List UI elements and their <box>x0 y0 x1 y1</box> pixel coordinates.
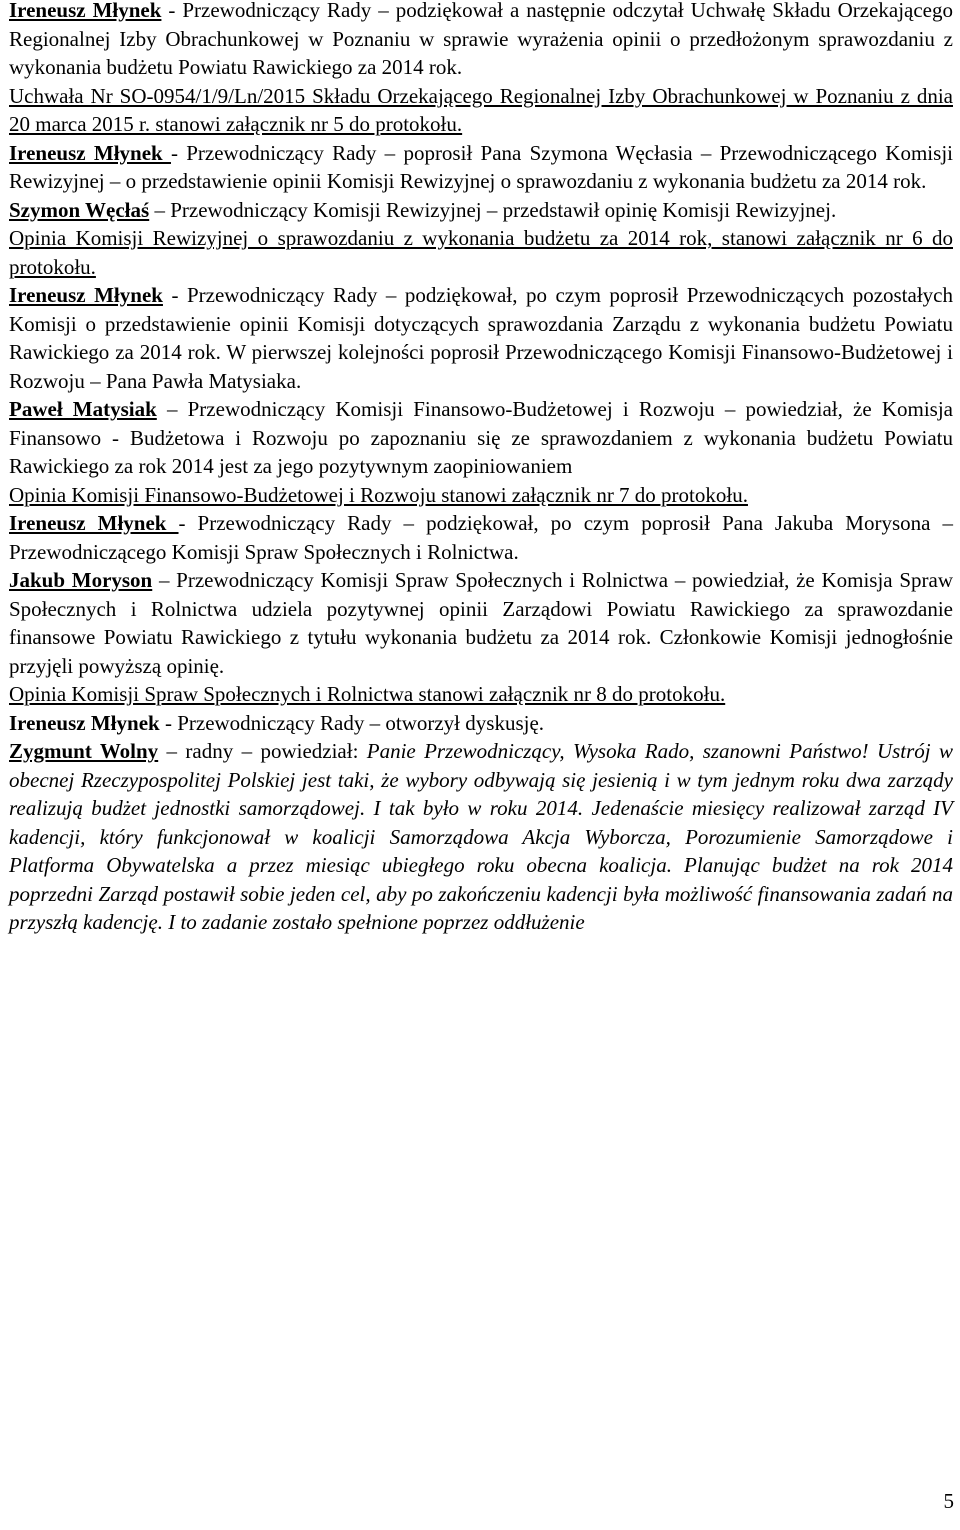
attachment-note: Opinia Komisji Finansowo-Budżetowej i Rozwoju stanowi załącznik nr 7 do protokołu. <box>9 482 748 507</box>
paragraph-wecłaś-presents <box>9 196 953 225</box>
paragraph-chairman-asks-moryson <box>9 509 953 566</box>
speaker-name: Paweł Matysiak <box>9 397 157 421</box>
paragraph-chairman-asks-committees <box>9 281 953 395</box>
paragraph-matysiak-opinion <box>9 395 953 481</box>
paragraph-chairman-asks-wecłaś <box>9 139 953 196</box>
speaker-name: Zygmunt Wolny <box>9 739 159 763</box>
attachment-note: Opinia Komisji Spraw Społecznych i Rolnictwa stanowi załącznik nr 8 do protokołu. <box>9 682 726 706</box>
document-page <box>9 0 953 937</box>
quoted-speech: Panie Przewodniczący, Wysoka Rado, szanowni Państwo! Ustrój w obecnej Rzeczypospolitej Polskiej jest taki, że wybory odbywają się jesienią i w tym jednym roku dwa zarządy realizują budżet jednostki samorządowej. I tak było w roku 2014. Jedenaście miesięcy realizował zarząd IV kadencji, który funkcjonował w koalicji Samorządowa Akcja Wyborcza, Porozumienie Samorządowe i Platforma Obywatelska a przez miesiąc ubiegłego roku obecna koalicja. Planując budżet na rok 2014 poprzedni Zarząd postawił sobie jeden cel, aby po zakończeniu kadencji była możliwość finansowania zadań na przyszłą kadencję. I to zadanie zostało spełnione poprzez oddłużenie <box>9 739 953 934</box>
speaker-name: Szymon Węcłaś <box>9 197 150 222</box>
attachment-note: Opinia Komisji Rewizyjnej o sprawozdaniu z wykonania budżetu za 2014 rok, stanowi załącznik nr 6 do protokołu. <box>9 226 953 279</box>
paragraph-wolny-speech <box>9 737 953 937</box>
paragraph-text: - Przewodniczący Rady – otworzył dyskusję. <box>159 710 545 735</box>
speaker-name: Ireneusz Młynek <box>9 140 171 165</box>
paragraph-audit-opinion-attachment <box>9 224 953 281</box>
attachment-note: Uchwała Nr SO-0954/1/9/Ln/2015 Składu Orzekającego Regionalnej Izby Obrachunkowej w Poznaniu z dnia 20 marca 2015 r. stanowi załącznik nr 5 do protokołu. <box>9 83 953 136</box>
paragraph-finance-opinion-attachment <box>9 481 953 510</box>
paragraph-text: - Przewodniczący Rady – podziękował a następnie odczytał Uchwałę Składu Orzekającego Regionalnej Izby Obrachunkowej w Poznaniu w sprawie wyrażenia opinii o przedłożonym sprawozdaniu z wykonania budżetu Powiatu Rawickiego za 2014 rok. <box>9 0 953 79</box>
speaker-name: Ireneusz Młynek <box>9 283 163 307</box>
paragraph-text: - Przewodniczący Rady – poprosił Pana Szymona Węcłasia – Przewodniczącego Komisji Rewizyjnej – o przedstawienie opinii Komisji Rewizyjnej o sprawozdaniu z wykonania budżetu za 2014 rok. <box>9 140 953 193</box>
paragraph-text: – Przewodniczący Komisji Rewizyjnej – przedstawił opinię Komisji Rewizyjnej. <box>149 197 837 222</box>
paragraph-text: - Przewodniczący Rady – podziękował, po czym poprosił Przewodniczących pozostałych Komisji o przedstawienie opinii Komisji dotyczących sprawozdania Zarządu z wykonania budżetu Powiatu Rawickiego za 2014 rok. W pierwszej kolejności poprosił Przewodniczącego Komisji Finansowo-Budżetowej i Rozwoju – Pana Pawła Matysiaka. <box>9 283 953 393</box>
paragraph-text: – radny – powiedział: <box>158 739 367 763</box>
paragraph-moryson-opinion <box>9 566 953 680</box>
paragraph-social-opinion-attachment <box>9 680 953 709</box>
paragraph-chairman-reads-resolution <box>9 0 953 82</box>
paragraph-text: - Przewodniczący Rady – podziękował, po czym poprosił Pana Jakuba Morysona – Przewodniczącego Komisji Spraw Społecznych i Rolnictwa. <box>9 511 953 564</box>
paragraph-chairman-opens-discussion <box>9 709 953 738</box>
speaker-name: Ireneusz Młynek <box>9 511 179 535</box>
speaker-name: Ireneusz Młynek <box>9 710 160 735</box>
paragraph-resolution-attachment <box>9 82 953 139</box>
paragraph-text: – Przewodniczący Komisji Spraw Społecznych i Rolnictwa – powiedział, że Komisja Spraw Społecznych i Rolnictwa udziela pozytywnej opinii Zarządowi Powiatu Rawickiego za sprawozdanie finansowe Powiatu Rawickiego z tytułu wykonania budżetu za 2014 rok. Członkowie Komisji jednogłośnie przyjęli powyższą opinię. <box>9 568 953 678</box>
paragraph-text: – Przewodniczący Komisji Finansowo-Budżetowej i Rozwoju – powiedział, że Komisja Finansowo - Budżetowa i Rozwoju po zapoznaniu się ze sprawozdaniem z wykonania budżetu Powiatu Rawickiego za rok 2014 jest za jego pozytywnym zaopiniowaniem <box>9 397 953 478</box>
speaker-name: Jakub Moryson <box>9 568 153 592</box>
page-number: 5 <box>943 1489 954 1513</box>
speaker-name: Ireneusz Młynek <box>9 0 162 22</box>
